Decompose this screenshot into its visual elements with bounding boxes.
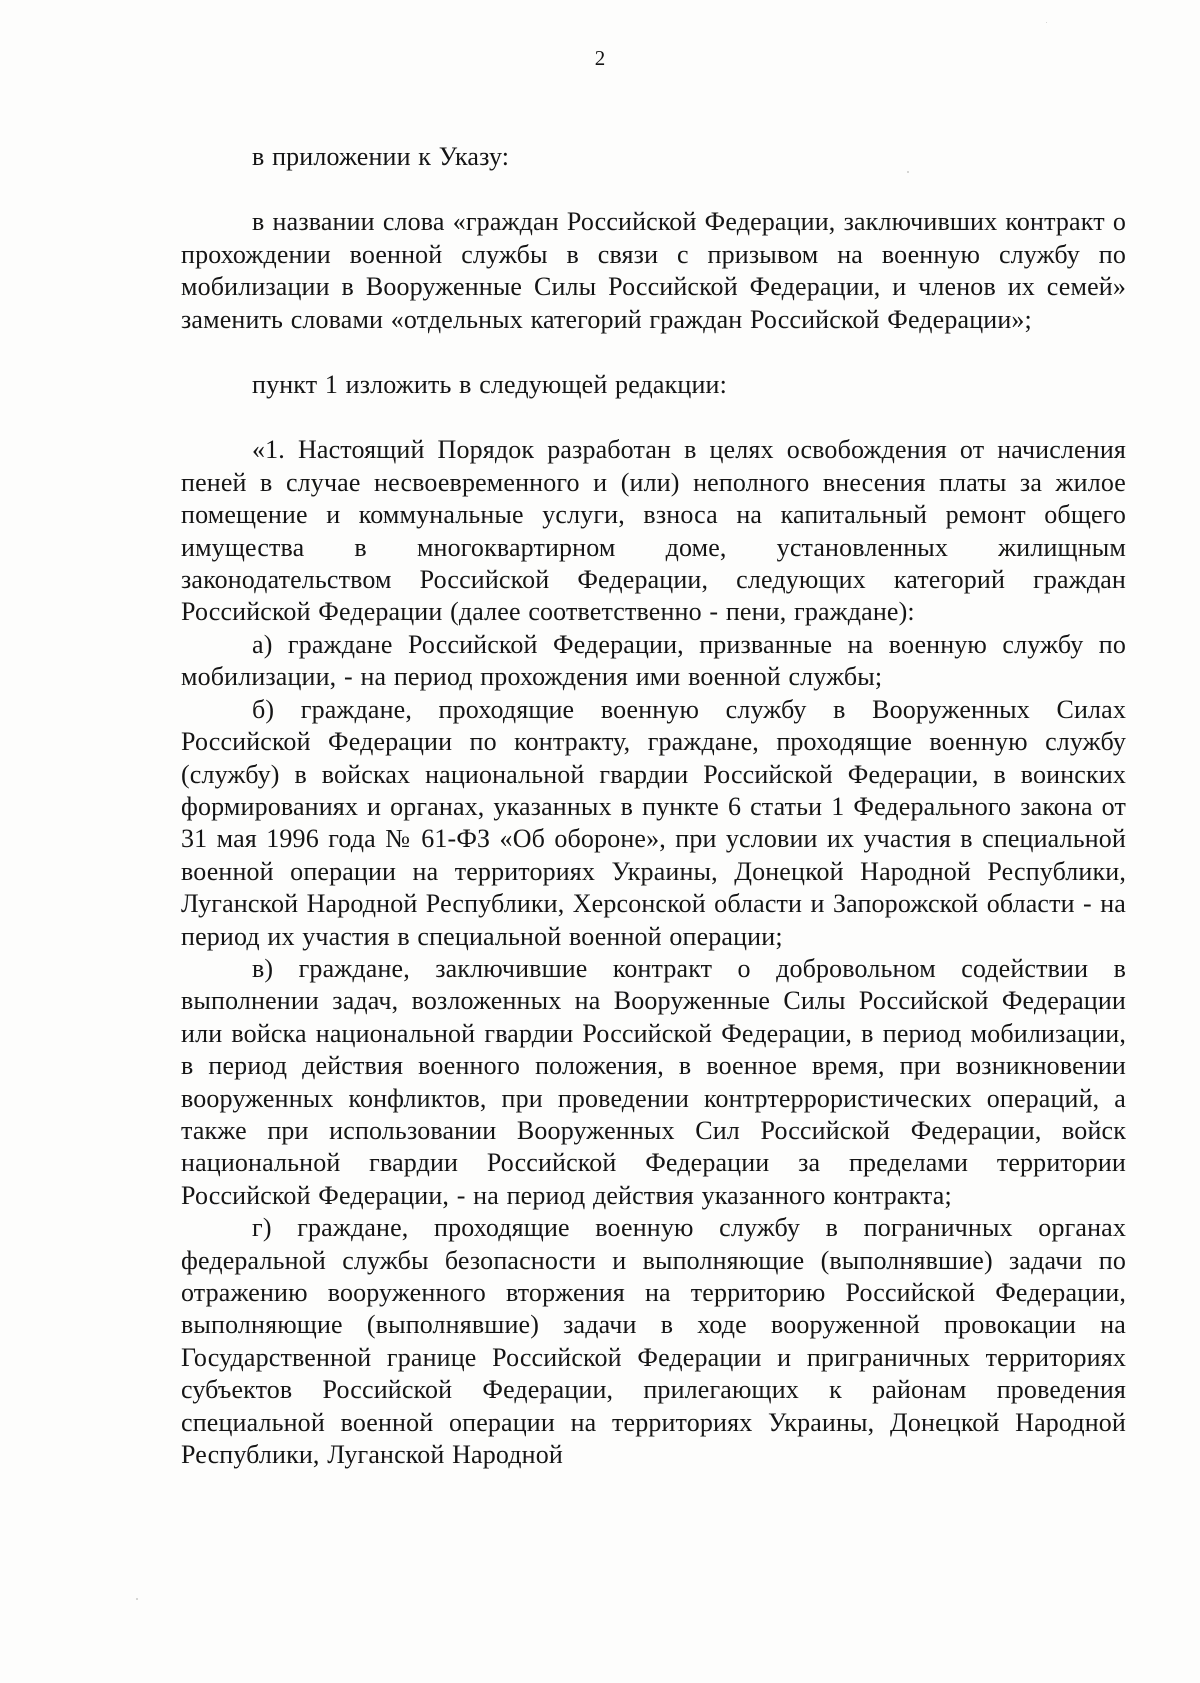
paragraph-item-1: «1. Настоящий Порядок разработан в целях освобождения от начисления пеней в случае несвоевременного и (или) неполного внесения платы за жилое помещение и коммунальные услуги, взноса на капитальный ремонт общего имущества в многоквартирном доме, установленных жилищным законодательством Российской Федерации, следующих категорий граждан Российской Федерации (далее соответственно - пени, граждане):	[181, 435, 1126, 627]
paragraph-subitem-a: а) граждане Российской Федерации, призванные на военную службу по мобилизации, - на период прохождения ими военной службы;	[181, 629, 1126, 692]
paragraph-subitem-g: г) граждане, проходящие военную службу в пограничных органах федеральной службы безопасности и выполняющие (выполнявшие) задачи по отражению вооруженного вторжения на территорию Российской Федерации, выполняющие (выполнявшие) задачи в ходе вооруженной провокации на Государственной границе Российской Федерации и приграничных территориях субъектов Российской Федерации, прилегающих к районам проведения специальной военной операции на территориях Украины, Донецкой Народной Республики, Луганской Народной	[181, 1213, 1126, 1470]
paragraph-title-amendment: в названии слова «граждан Российской Федерации, заключивших контракт о прохождении военной службы в связи с призывом на военную службу по мобилизации в Вооруженные Силы Российской Федерации, и членов их семей» заменить словами «отдельных категорий граждан Российской Федерации»;	[181, 207, 1126, 334]
page-number: 2	[594, 46, 606, 70]
scan-speck	[136, 1598, 138, 1600]
document-body	[181, 141, 1126, 1471]
scan-speck	[1046, 22, 1047, 23]
paragraph-item-1-intro: пункт 1 изложить в следующей редакции:	[252, 370, 727, 400]
paragraph-subitem-b: б) граждане, проходящие военную службу в Вооруженных Силах Российской Федерации по контракту, граждане, проходящие военную службу (службу) в войсках национальной гвардии Российской Федерации, в воинских формированиях и органах, указанных в пункте 6 статьи 1 Федерального закона от 31 мая 1996 года № 61-ФЗ «Об обороне», при условии их участия в специальной военной операции на территориях Украины, Донецкой Народной Республики, Луганской Народной Республики, Херсонской области и Запорожской области - на период их участия в специальной военной операции;	[181, 694, 1126, 951]
scan-speck	[907, 171, 909, 173]
paragraph-subitem-v: в) граждане, заключившие контракт о добровольном содействии в выполнении задач, возложенных на Вооруженные Силы Российской Федерации или войска национальной гвардии Российской Федерации, в период мобилизации, в период действия военного положения, в военное время, при возникновении вооруженных конфликтов, при проведении контртеррористических операций, а также при использовании Вооруженных Сил Российской Федерации, войск национальной гвардии Российской Федерации за пределами территории Российской Федерации, - на период действия указанного контракта;	[181, 953, 1126, 1210]
paragraph-intro: в приложении к Указу:	[252, 142, 510, 171]
